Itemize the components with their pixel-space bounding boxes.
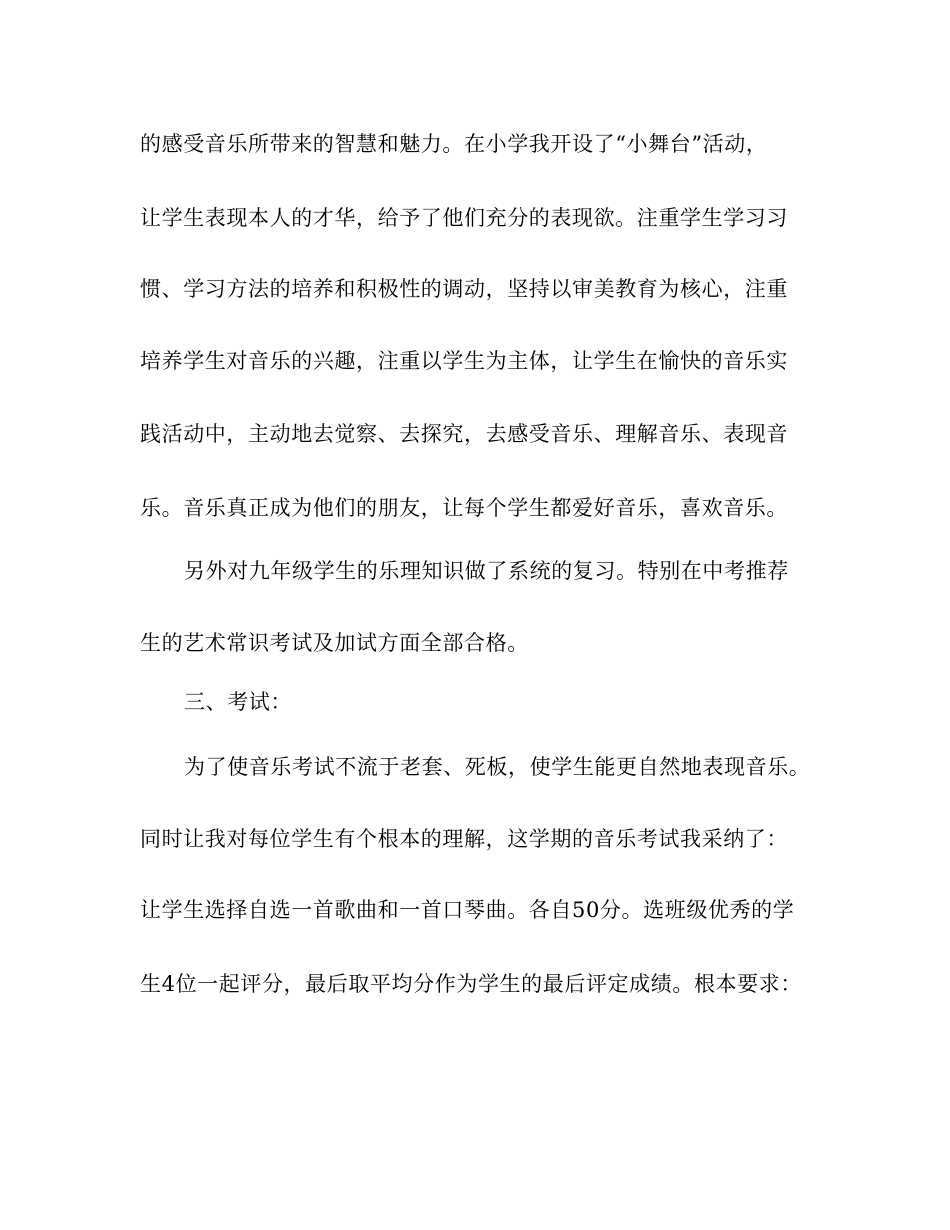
paragraph-line: 生4位一起评分，最后取平均分作为学生的最后评定成绩。根本要求： (140, 972, 802, 996)
paragraph-line: 培养学生对音乐的兴趣，注重以学生为主体，让学生在愉快的音乐实 (140, 349, 788, 373)
section-heading: 三、考试： (184, 690, 292, 714)
paragraph-line: 践活动中，主动地去觉察、去探究，去感受音乐、理解音乐、表现音 (140, 422, 788, 446)
paragraph-line: 的感受音乐所带来的智慧和魅力。在小学我开设了“小舞台”活动， (140, 132, 768, 156)
paragraph-line: 另外对九年级学生的乐理知识做了系统的复习。特别在中考推荐 (184, 559, 789, 583)
paragraph-line: 乐。音乐真正成为他们的朋友，让每个学生都爱好音乐，喜欢音乐。 (140, 496, 788, 520)
paragraph-line: 为了使音乐考试不流于老套、死板，使学生能更自然地表现音乐。 (184, 755, 811, 779)
paragraph-line: 让学生表现本人的才华，给予了他们充分的表现欲。注重学生学习习 (140, 206, 788, 230)
paragraph-line: 生的艺术常识考试及加试方面全部合格。 (140, 631, 529, 655)
paragraph-line: 惯、学习方法的培养和积极性的调动，坚持以审美教育为核心，注重 (140, 277, 788, 301)
paragraph-line: 让学生选择自选一首歌曲和一首口琴曲。各自50分。选班级优秀的学 (140, 898, 795, 922)
paragraph-line: 同时让我对每位学生有个根本的理解，这学期的音乐考试我采纳了： (140, 827, 788, 851)
